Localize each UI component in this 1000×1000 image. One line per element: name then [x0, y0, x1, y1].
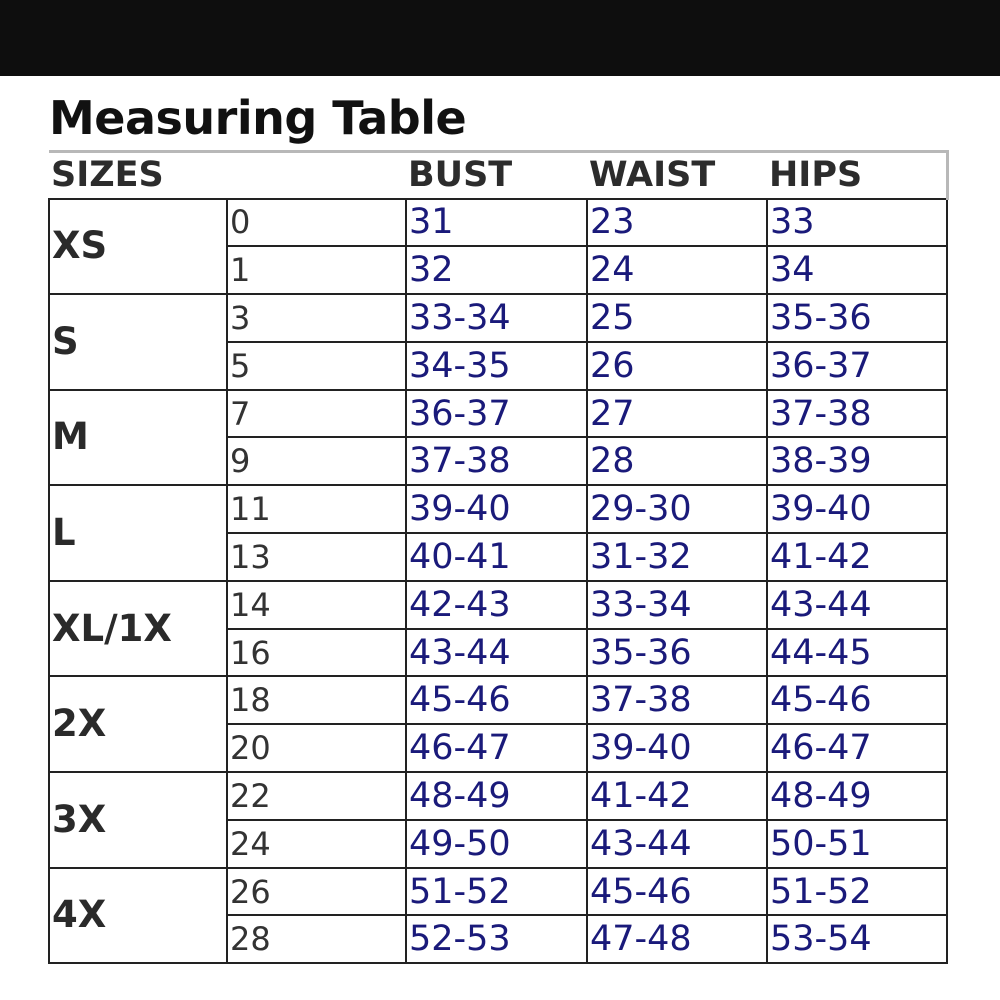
- hips-cell: 48-49: [767, 772, 947, 820]
- size-number-cell: 5: [227, 342, 406, 390]
- waist-cell: 28: [587, 437, 767, 485]
- size-number-cell: 0: [227, 199, 406, 247]
- hips-cell: 35-36: [767, 294, 947, 342]
- size-label: 4X: [49, 868, 227, 964]
- bust-cell: 40-41: [406, 533, 587, 581]
- size-number-cell: 16: [227, 629, 406, 677]
- bust-cell: 32: [406, 246, 587, 294]
- size-label: 2X: [49, 676, 227, 772]
- waist-cell: 43-44: [587, 820, 767, 868]
- bust-cell: 52-53: [406, 915, 587, 963]
- size-label: 3X: [49, 772, 227, 868]
- bust-cell: 43-44: [406, 629, 587, 677]
- bust-cell: 36-37: [406, 390, 587, 438]
- table-row: [49, 390, 947, 438]
- waist-cell: 41-42: [587, 772, 767, 820]
- waist-cell: 33-34: [587, 581, 767, 629]
- waist-cell: 47-48: [587, 915, 767, 963]
- hips-cell: 44-45: [767, 629, 947, 677]
- hips-cell: 50-51: [767, 820, 947, 868]
- waist-cell: 37-38: [587, 676, 767, 724]
- top-bar: [0, 0, 1000, 76]
- waist-cell: 45-46: [587, 868, 767, 916]
- measuring-table: [48, 150, 949, 964]
- size-number-cell: 11: [227, 485, 406, 533]
- table-row: [49, 676, 947, 724]
- size-number-cell: 3: [227, 294, 406, 342]
- header-hips: HIPS: [767, 152, 947, 199]
- size-number-cell: 26: [227, 868, 406, 916]
- waist-cell: 39-40: [587, 724, 767, 772]
- bust-cell: 34-35: [406, 342, 587, 390]
- table-body: [49, 199, 947, 964]
- table-row: [49, 294, 947, 342]
- size-label: S: [49, 294, 227, 390]
- size-label: XL/1X: [49, 581, 227, 677]
- waist-cell: 35-36: [587, 629, 767, 677]
- hips-cell: 46-47: [767, 724, 947, 772]
- header-waist: WAIST: [587, 152, 767, 199]
- size-number-cell: 7: [227, 390, 406, 438]
- waist-cell: 25: [587, 294, 767, 342]
- size-label: M: [49, 390, 227, 486]
- hips-cell: 51-52: [767, 868, 947, 916]
- header-row: [49, 152, 947, 199]
- hips-cell: 41-42: [767, 533, 947, 581]
- header-bust: BUST: [406, 152, 587, 199]
- hips-cell: 34: [767, 246, 947, 294]
- bust-cell: 48-49: [406, 772, 587, 820]
- hips-cell: 33: [767, 199, 947, 247]
- size-number-cell: 1: [227, 246, 406, 294]
- size-number-cell: 20: [227, 724, 406, 772]
- size-number-cell: 24: [227, 820, 406, 868]
- waist-cell: 24: [587, 246, 767, 294]
- size-label: XS: [49, 199, 227, 295]
- size-number-cell: 18: [227, 676, 406, 724]
- table-row: [49, 199, 947, 247]
- bust-cell: 39-40: [406, 485, 587, 533]
- waist-cell: 23: [587, 199, 767, 247]
- hips-cell: 36-37: [767, 342, 947, 390]
- hips-cell: 37-38: [767, 390, 947, 438]
- waist-cell: 27: [587, 390, 767, 438]
- hips-cell: 38-39: [767, 437, 947, 485]
- table-row: [49, 485, 947, 533]
- page-title: Measuring Table: [49, 91, 467, 145]
- bust-cell: 45-46: [406, 676, 587, 724]
- bust-cell: 51-52: [406, 868, 587, 916]
- size-label: L: [49, 485, 227, 581]
- table-row: [49, 868, 947, 916]
- table-row: [49, 581, 947, 629]
- size-number-cell: 14: [227, 581, 406, 629]
- waist-cell: 31-32: [587, 533, 767, 581]
- header-sizes: SIZES: [49, 152, 227, 199]
- size-number-cell: 13: [227, 533, 406, 581]
- table-row: [49, 772, 947, 820]
- bust-cell: 33-34: [406, 294, 587, 342]
- size-number-cell: 28: [227, 915, 406, 963]
- size-number-cell: 22: [227, 772, 406, 820]
- hips-cell: 43-44: [767, 581, 947, 629]
- hips-cell: 39-40: [767, 485, 947, 533]
- bust-cell: 49-50: [406, 820, 587, 868]
- bust-cell: 37-38: [406, 437, 587, 485]
- hips-cell: 53-54: [767, 915, 947, 963]
- header-blank: [227, 152, 406, 199]
- bust-cell: 46-47: [406, 724, 587, 772]
- waist-cell: 26: [587, 342, 767, 390]
- bust-cell: 31: [406, 199, 587, 247]
- size-number-cell: 9: [227, 437, 406, 485]
- hips-cell: 45-46: [767, 676, 947, 724]
- waist-cell: 29-30: [587, 485, 767, 533]
- bust-cell: 42-43: [406, 581, 587, 629]
